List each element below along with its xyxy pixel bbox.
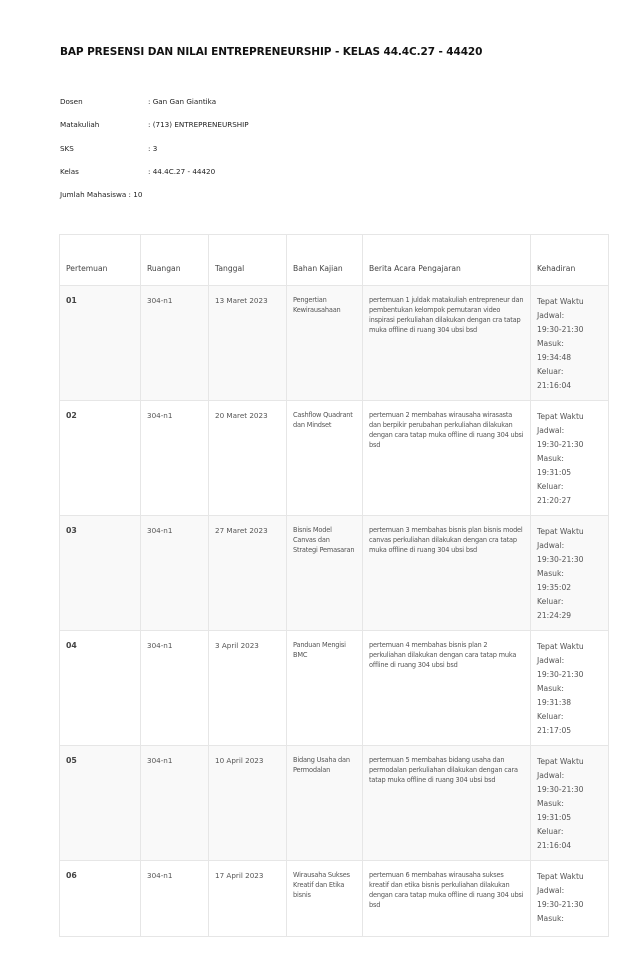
info-matakuliah xyxy=(60,120,249,129)
cell-tanggal: 17 April 2023 xyxy=(209,861,287,937)
kehadiran-masuk-label: Masuk: xyxy=(537,684,564,693)
info-dosen xyxy=(60,97,216,106)
header-tanggal: Tanggal xyxy=(209,235,287,286)
table-row xyxy=(60,746,609,861)
kehadiran-masuk-label: Masuk: xyxy=(537,339,564,348)
cell-bahan-kajian: Wirausaha Sukses Kreatif dan Etika bisnis xyxy=(287,861,363,937)
cell-kehadiran xyxy=(531,861,609,937)
header-bahan-kajian: Bahan Kajian xyxy=(287,235,363,286)
cell-bahan-kajian: Pengertian Kewirausahaan xyxy=(287,286,363,401)
cell-pertemuan: 06 xyxy=(60,861,141,937)
kehadiran-keluar: 21:16:04 xyxy=(537,841,572,850)
header-berita-acara: Berita Acara Pengajaran xyxy=(363,235,531,286)
info-kelas xyxy=(60,167,215,176)
kehadiran-masuk: 19:31:05 xyxy=(537,813,572,822)
cell-kehadiran xyxy=(531,746,609,861)
cell-ruangan: 304-n1 xyxy=(141,286,209,401)
kehadiran-keluar-label: Keluar: xyxy=(537,482,564,491)
cell-tanggal: 13 Maret 2023 xyxy=(209,286,287,401)
kehadiran-jadwal-label: Jadwal: xyxy=(537,541,565,550)
cell-berita-acara: pertemuan 4 membahas bisnis plan 2 perkuliahan dilakukan dengan cara tatap muka offline di ruang 304 ubsi bsd xyxy=(363,631,531,746)
kehadiran-jadwal: 19:30-21:30 xyxy=(537,440,584,449)
kehadiran-keluar-label: Keluar: xyxy=(537,367,564,376)
cell-pertemuan: 04 xyxy=(60,631,141,746)
kehadiran-jadwal-label: Jadwal: xyxy=(537,426,565,435)
kehadiran-masuk-label: Masuk: xyxy=(537,914,564,923)
table-row xyxy=(60,401,609,516)
cell-bahan-kajian: Bisnis Model Canvas dan Strategi Pemasaran xyxy=(287,516,363,631)
kehadiran-status: Tepat Waktu xyxy=(537,527,584,536)
kehadiran-jadwal: 19:30-21:30 xyxy=(537,670,584,679)
cell-ruangan: 304-n1 xyxy=(141,516,209,631)
kehadiran-jadwal: 19:30-21:30 xyxy=(537,900,584,909)
table-row xyxy=(60,631,609,746)
document-title: BAP PRESENSI DAN NILAI ENTREPRENEURSHIP - KELAS 44.4C.27 - 44420 xyxy=(60,46,483,58)
cell-ruangan: 304-n1 xyxy=(141,631,209,746)
cell-pertemuan: 05 xyxy=(60,746,141,861)
cell-pertemuan: 03 xyxy=(60,516,141,631)
info-value: : (713) ENTREPRENEURSHIP xyxy=(148,120,249,129)
kehadiran-jadwal-label: Jadwal: xyxy=(537,771,565,780)
kehadiran-status: Tepat Waktu xyxy=(537,642,584,651)
kehadiran-keluar-label: Keluar: xyxy=(537,712,564,721)
kehadiran-jadwal: 19:30-21:30 xyxy=(537,555,584,564)
cell-kehadiran xyxy=(531,631,609,746)
info-label: Dosen xyxy=(60,97,83,106)
cell-kehadiran xyxy=(531,286,609,401)
cell-pertemuan: 01 xyxy=(60,286,141,401)
kehadiran-status: Tepat Waktu xyxy=(537,872,584,881)
kehadiran-masuk-label: Masuk: xyxy=(537,799,564,808)
cell-berita-acara: pertemuan 1 juldak matakuliah entrepreneur dan pembentukan kelompok pemutaran video inspirasi perkuliahan dilakukan dengan cra tatap muka offline di ruang 304 ubsi bsd xyxy=(363,286,531,401)
kehadiran-status: Tepat Waktu xyxy=(537,297,584,306)
cell-ruangan: 304-n1 xyxy=(141,401,209,516)
kehadiran-masuk: 19:31:38 xyxy=(537,698,572,707)
header-pertemuan: Pertemuan xyxy=(60,235,141,286)
kehadiran-status: Tepat Waktu xyxy=(537,757,584,766)
kehadiran-keluar-label: Keluar: xyxy=(537,597,564,606)
kehadiran-jadwal-label: Jadwal: xyxy=(537,886,565,895)
header-ruangan: Ruangan xyxy=(141,235,209,286)
kehadiran-masuk-label: Masuk: xyxy=(537,454,564,463)
header-kehadiran: Kehadiran xyxy=(531,235,609,286)
info-sks xyxy=(60,144,157,153)
cell-tanggal: 20 Maret 2023 xyxy=(209,401,287,516)
kehadiran-masuk: 19:34:48 xyxy=(537,353,572,362)
cell-pertemuan: 02 xyxy=(60,401,141,516)
table-row xyxy=(60,286,609,401)
kehadiran-keluar: 21:17:05 xyxy=(537,726,572,735)
kehadiran-masuk: 19:35:02 xyxy=(537,583,572,592)
cell-tanggal: 10 April 2023 xyxy=(209,746,287,861)
info-label: Matakuliah xyxy=(60,120,100,129)
cell-bahan-kajian: Panduan Mengisi BMC xyxy=(287,631,363,746)
kehadiran-masuk-label: Masuk: xyxy=(537,569,564,578)
kehadiran-keluar-label: Keluar: xyxy=(537,827,564,836)
info-label: Kelas xyxy=(60,167,79,176)
cell-berita-acara: pertemuan 5 membahas bidang usaha dan permodalan perkuliahan dilakukan dengan cara tatap muka offline di ruang 304 ubsi bsd xyxy=(363,746,531,861)
cell-berita-acara: pertemuan 6 membahas wirausaha sukses kreatif dan etika bisnis perkuliahan dilakukan dengan cara tatap muka offline di ruang 304 ubsi bsd xyxy=(363,861,531,937)
info-value: : Gan Gan Giantika xyxy=(148,97,217,106)
kehadiran-keluar: 21:20:27 xyxy=(537,496,572,505)
cell-berita-acara: pertemuan 3 membahas bisnis plan bisnis model canvas perkuliahan dilakukan dengan cra tatap muka offline di ruang 304 ubsi bsd xyxy=(363,516,531,631)
cell-ruangan: 304-n1 xyxy=(141,746,209,861)
kehadiran-keluar: 21:16:04 xyxy=(537,381,572,390)
kehadiran-jadwal: 19:30-21:30 xyxy=(537,785,584,794)
cell-ruangan: 304-n1 xyxy=(141,861,209,937)
cell-bahan-kajian: Cashflow Quadrant dan Mindset xyxy=(287,401,363,516)
kehadiran-status: Tepat Waktu xyxy=(537,412,584,421)
kehadiran-keluar: 21:24:29 xyxy=(537,611,572,620)
cell-berita-acara: pertemuan 2 membahas wirausaha wirasasta dan berpikir perubahan perkuliahan dilakukan dengan cara tatap muka offline di ruang 304 ubsi bsd xyxy=(363,401,531,516)
info-label: SKS xyxy=(60,144,74,153)
info-value: : 3 xyxy=(148,144,158,153)
cell-tanggal: 27 Maret 2023 xyxy=(209,516,287,631)
table-row xyxy=(60,861,609,937)
kehadiran-jadwal-label: Jadwal: xyxy=(537,656,565,665)
kehadiran-jadwal: 19:30-21:30 xyxy=(537,325,584,334)
kehadiran-masuk: 19:31:05 xyxy=(537,468,572,477)
kehadiran-jadwal-label: Jadwal: xyxy=(537,311,565,320)
cell-bahan-kajian: Bidang Usaha dan Permodalan xyxy=(287,746,363,861)
cell-kehadiran xyxy=(531,401,609,516)
info-value: : 44.4C.27 - 44420 xyxy=(148,167,216,176)
cell-tanggal: 3 April 2023 xyxy=(209,631,287,746)
attendance-table xyxy=(59,234,609,937)
jumlah-mahasiswa: Jumlah Mahasiswa : 10 xyxy=(60,190,143,199)
table-header-row xyxy=(60,235,609,286)
table-row xyxy=(60,516,609,631)
cell-kehadiran xyxy=(531,516,609,631)
